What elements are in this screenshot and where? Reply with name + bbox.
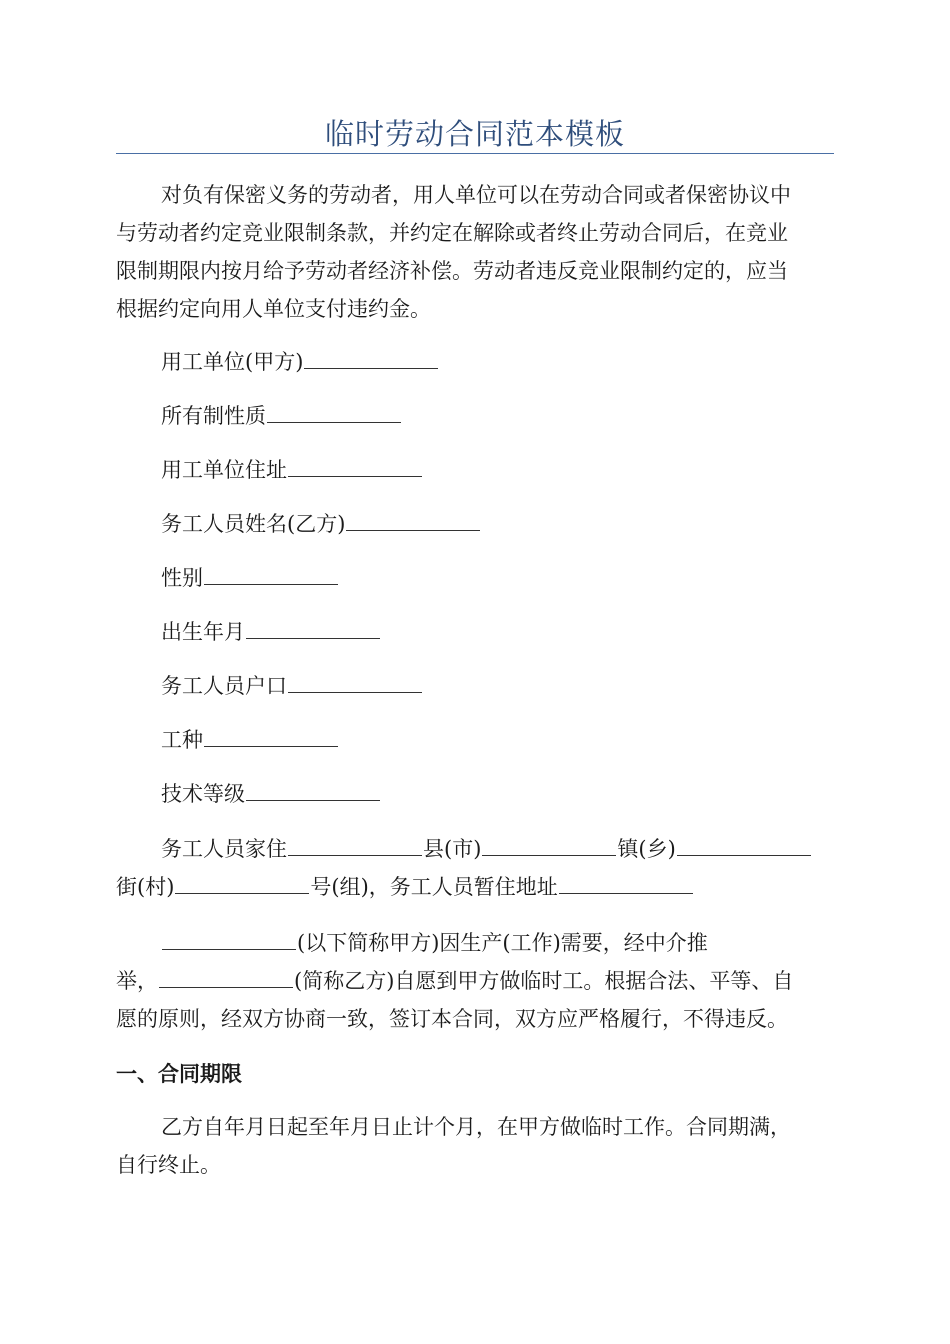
fill-blank[interactable] [677, 854, 811, 856]
agreement-paragraph [116, 924, 832, 1038]
field-job-type [161, 725, 339, 755]
intro-line: 根据约定向用人单位支付违约金。 [116, 297, 431, 321]
intro-paragraph [116, 176, 832, 328]
field-label: 所有制性质 [161, 404, 266, 428]
field-label: 出生年月 [161, 620, 245, 644]
field-label: 用工单位(甲方) [161, 350, 304, 374]
field-employer-address [161, 455, 423, 485]
section1-line: 自行终止。 [116, 1153, 221, 1177]
field-label: 用工单位住址 [161, 458, 287, 482]
section1-paragraph [116, 1108, 832, 1184]
fill-blank[interactable] [204, 583, 338, 585]
fill-blank[interactable] [304, 367, 438, 369]
field-birth [161, 617, 381, 647]
residence-paragraph [116, 830, 832, 906]
fill-blank[interactable] [162, 948, 296, 950]
field-label: 性别 [161, 566, 203, 590]
fill-blank[interactable] [204, 745, 338, 747]
fill-blank[interactable] [482, 854, 616, 856]
field-hukou [161, 671, 423, 701]
field-label: 务工人员姓名(乙方) [161, 512, 346, 536]
intro-line: 与劳动者约定竞业限制条款，并约定在解除或者终止劳动合同后，在竞业 [116, 221, 788, 245]
fill-blank[interactable] [175, 892, 309, 894]
agreement-text: (简称乙方)自愿到甲方做临时工。根据合法、平等、自 [294, 969, 794, 993]
fill-blank[interactable] [559, 892, 693, 894]
agreement-line [116, 924, 832, 962]
field-skill-level [161, 779, 381, 809]
agreement-text: 举， [116, 969, 158, 993]
fill-blank[interactable] [159, 986, 293, 988]
document-title: 临时劳动合同范本模板 [324, 117, 625, 151]
title-underline [116, 153, 834, 154]
fill-blank[interactable] [267, 421, 401, 423]
residence-line [116, 830, 832, 868]
fill-blank[interactable] [288, 854, 422, 856]
fill-blank[interactable] [288, 691, 422, 693]
field-label: 技术等级 [161, 782, 245, 806]
agreement-line [116, 962, 832, 1000]
intro-line: 对负有保密义务的劳动者，用人单位可以在劳动合同或者保密协议中 [161, 183, 791, 207]
agreement-line: 愿的原则，经双方协商一致，签订本合同，双方应严格履行，不得违反。 [116, 1007, 788, 1031]
residence-line [116, 868, 832, 906]
fill-blank[interactable] [246, 637, 380, 639]
street-label: 街(村) [116, 875, 175, 899]
section-heading: 一、合同期限 [116, 1062, 242, 1086]
field-employer [161, 347, 439, 377]
fill-blank[interactable] [346, 529, 480, 531]
fill-blank[interactable] [246, 799, 380, 801]
intro-line: 限制期限内按月给予劳动者经济补偿。劳动者违反竞业限制约定的，应当 [116, 259, 788, 283]
field-label: 工种 [161, 728, 203, 752]
field-gender [161, 563, 339, 593]
number-label: 号(组)，务工人员暂住地址 [310, 875, 558, 899]
field-ownership [161, 401, 402, 431]
fill-blank[interactable] [288, 475, 422, 477]
section1-line: 乙方自年月日起至年月日止计个月，在甲方做临时工作。合同期满， [161, 1115, 791, 1139]
field-worker-name [161, 509, 481, 539]
agreement-text: (以下简称甲方)因生产(工作)需要，经中介推 [297, 931, 708, 955]
town-label: 镇(乡) [617, 837, 676, 861]
field-label: 务工人员户口 [161, 674, 287, 698]
county-label: 县(市) [423, 837, 482, 861]
residence-label: 务工人员家住 [161, 837, 287, 861]
